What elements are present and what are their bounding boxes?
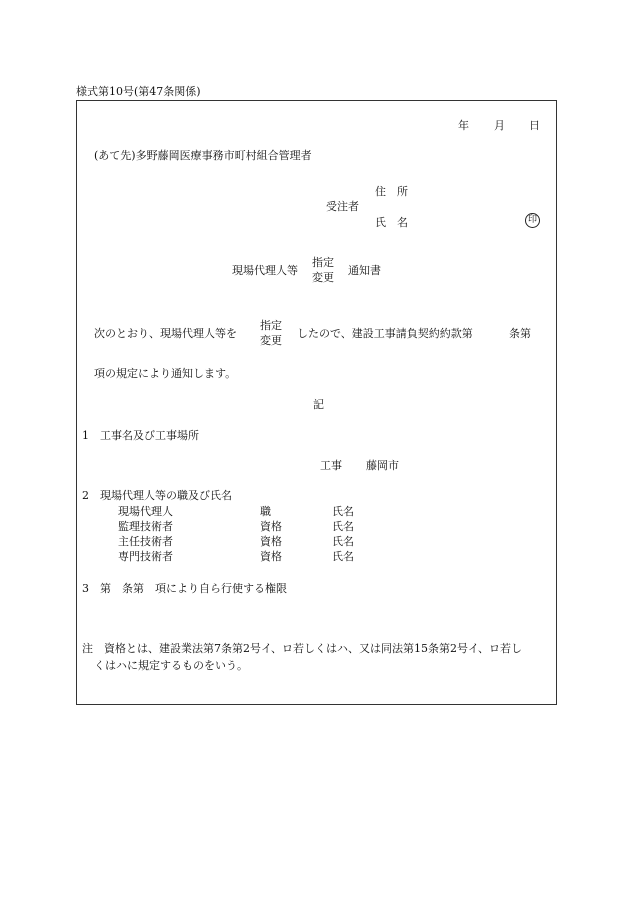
contractor-label: 受注者 bbox=[326, 200, 359, 213]
body-option-designate: 指定 bbox=[260, 319, 282, 332]
row-qual: 資格 bbox=[260, 550, 282, 563]
body-option-stack bbox=[260, 320, 282, 346]
section3-title: 3 第 条第 項により自ら行使する権限 bbox=[82, 582, 287, 595]
note-line2: くはハに規定するものをいう。 bbox=[94, 659, 248, 672]
row-name: 氏名 bbox=[332, 550, 354, 563]
body-line1-end: したので、建設工事請負契約約款第 bbox=[297, 327, 473, 340]
name-label: 氏 名 bbox=[375, 216, 408, 229]
row-name: 氏名 bbox=[332, 535, 354, 548]
row-name: 氏名 bbox=[332, 505, 354, 518]
row-qual: 資格 bbox=[260, 520, 282, 533]
row-role: 主任技術者 bbox=[118, 535, 173, 548]
body-line2: 項の規定により通知します。 bbox=[94, 367, 237, 380]
seal-mark: 印 bbox=[525, 213, 540, 228]
row-role: 専門技術者 bbox=[118, 550, 173, 563]
row-qual: 職 bbox=[260, 505, 271, 518]
date-month: 月 bbox=[494, 119, 505, 132]
row-name: 氏名 bbox=[332, 520, 354, 533]
body-option-change: 変更 bbox=[260, 334, 282, 347]
work-place: 藤岡市 bbox=[366, 459, 399, 472]
ki-heading: 記 bbox=[313, 398, 324, 411]
section1-title: 1 工事名及び工事場所 bbox=[82, 429, 199, 442]
form-number: 様式第10号(第47条関係) bbox=[76, 85, 201, 98]
note-line1: 注 資格とは、建設業法第7条第2号イ、ロ若しくはハ、又は同法第15条第2号イ、ロ若し bbox=[82, 642, 523, 655]
title-option-stack bbox=[312, 257, 334, 283]
date-year: 年 bbox=[458, 119, 469, 132]
address-label: 住 所 bbox=[375, 185, 408, 198]
date-day: 日 bbox=[529, 119, 540, 132]
title-prefix: 現場代理人等 bbox=[232, 264, 298, 277]
title-suffix: 通知書 bbox=[348, 264, 381, 277]
body-line1-start: 次のとおり、現場代理人等を bbox=[94, 327, 237, 340]
section2-title: 2 現場代理人等の職及び氏名 bbox=[82, 489, 232, 502]
row-qual: 資格 bbox=[260, 535, 282, 548]
addressee: (あて先)多野藤岡医療事務市町村組合管理者 bbox=[94, 149, 312, 162]
row-role: 現場代理人 bbox=[118, 505, 173, 518]
work-label: 工事 bbox=[320, 459, 342, 472]
title-option-designate: 指定 bbox=[312, 256, 334, 269]
row-role: 監理技術者 bbox=[118, 520, 173, 533]
body-clause-suffix: 条第 bbox=[509, 327, 531, 340]
title-option-change: 変更 bbox=[312, 271, 334, 284]
